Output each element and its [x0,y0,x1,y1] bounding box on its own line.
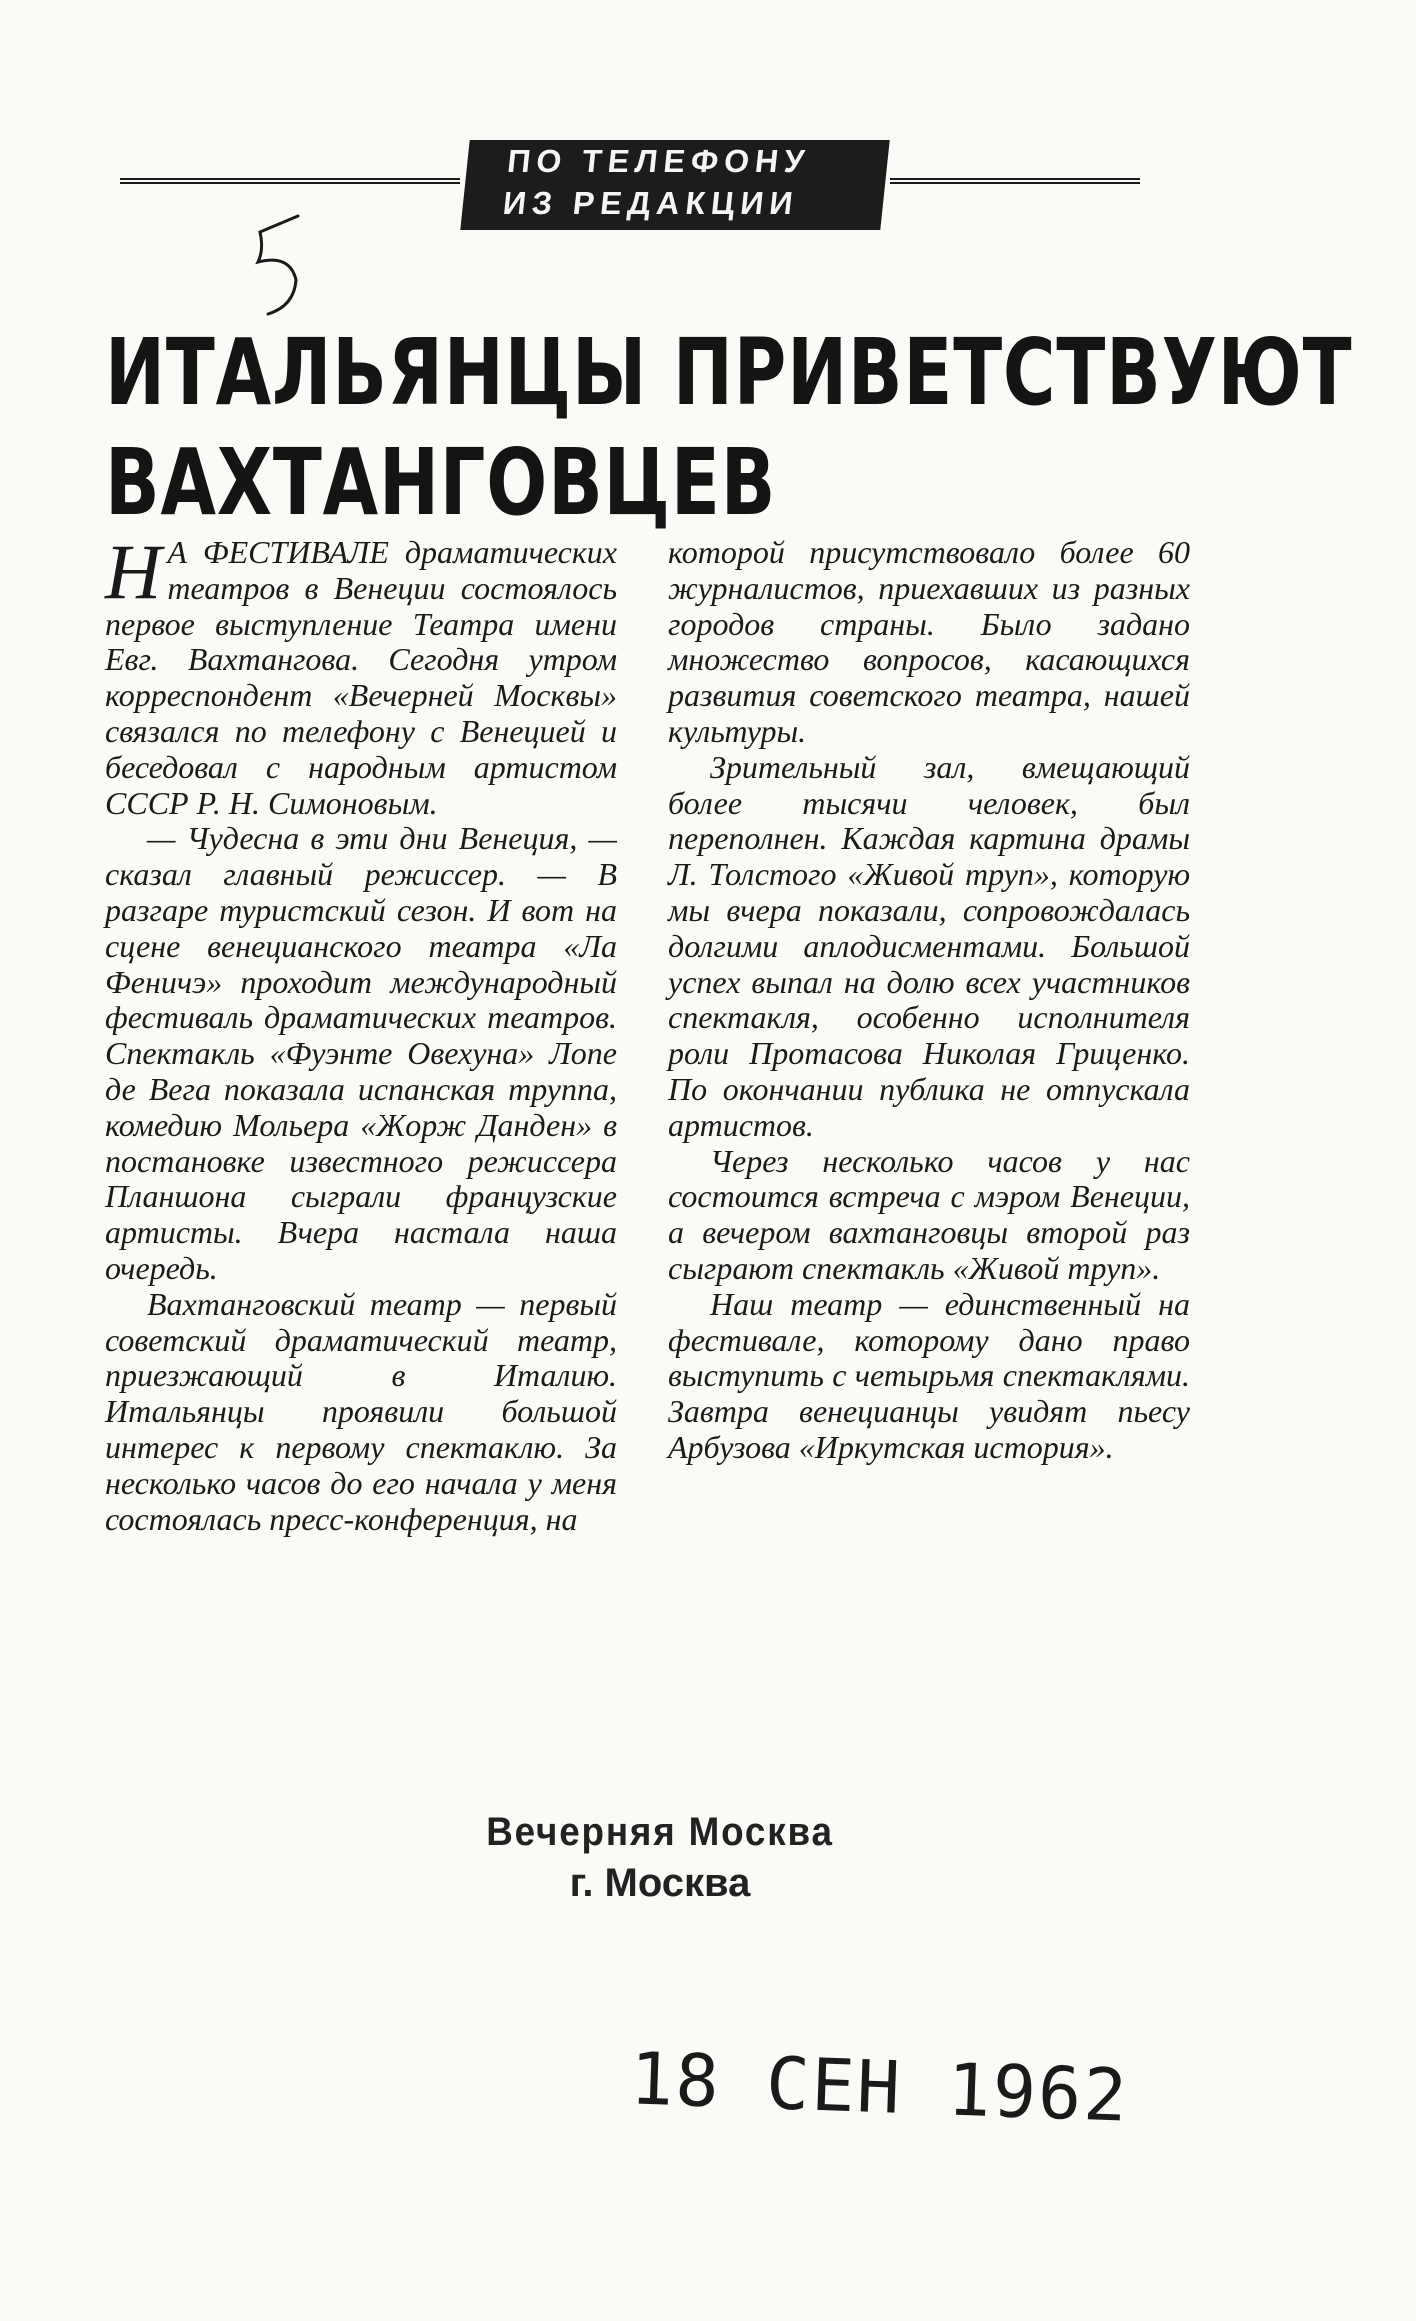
rubric-rule-left [120,178,460,184]
source-stamp-name: Вечерняя Москва [486,1810,834,1854]
headline [105,318,1353,538]
article-paragraph: которой присутствовало более 60 журналистов, приехавших из разных городов страны. Было задано множество вопросов, касающихся развития советского театра, нашей культуры. [668,534,1190,749]
date-stamp: 18 СЕН 1962 [628,2036,1131,2138]
article-column-left [105,528,617,1537]
source-stamp-city: г. Москва [569,1861,751,1905]
article-paragraph: Зрительный зал, вмещающий более тысячи человек, был переполнен. Каждая картина драмы Л. Толстого «Живой труп», которую мы вчера показали, сопровождалась долгими аплодисментами. Большой успех выпал на долю всех участников спектакля, особенно исполнителя роли Протасова Николая Гриценко. По окончании публика не отпускала артистов. [668,748,1190,1143]
rubric-line-1: ПО ТЕЛЕФОНУ [505,143,813,179]
rubric-box [460,140,889,230]
dropcap: Н [105,528,162,615]
article-paragraph: Вахтанговский театр — первый советский драматический театр, приезжающий в Италию. Итальянцы проявили большой интерес к первому спектаклю. За несколько часов до его начала у меня состоялась пресс-конференция, на [105,1285,617,1537]
source-stamp [470,1810,850,1906]
article-paragraph: Через несколько часов у нас состоится встреча с мэром Венеции, а вечером вахтанговцы второй раз сыграют спектакль «Живой труп». [668,1142,1190,1286]
rubric-rule-right [890,178,1140,184]
article-column-right [668,535,1190,1466]
article-paragraph: Н А ФЕСТИВАЛЕ драматических театров в Венеции состоялось первое выступление Театра имени Евг. Вахтангова. Сегодня утром корреспондент «Вечерней Москвы» связался по телефону с Венецией и беседовал с народным артистом СССР Р. Н. Симоновым. [105,528,617,821]
article-paragraph: Наш театр — единственный на фестивале, которому дано право выступить с четырьмя спектаклями. Завтра венецианцы увидят пьесу Арбузова «Иркутская история». [668,1285,1190,1465]
headline-line-1: ИТАЛЬЯНЦЫ ПРИВЕТСТВУЮТ [105,319,1353,426]
handwritten-mark [250,210,310,320]
article-paragraph: — Чудесна в эти дни Венеция, — сказал главный режиссер. — В разгаре туристский сезон. И вот на сцене венецианского театра «Ла Феничэ» проходит международный фестиваль драматических театров. Спектакль «Фуэнте Овехуна» Лопе де Вега показала испанская труппа, комедию Мольера «Жорж Данден» в постановке известного режиссера Планшона сыграли французские артисты. Вчера настала наша очередь. [105,820,617,1286]
headline-line-2: ВАХТАНГОВЦЕВ [105,429,777,536]
rubric-line-2: ИЗ РЕДАКЦИИ [501,185,801,221]
